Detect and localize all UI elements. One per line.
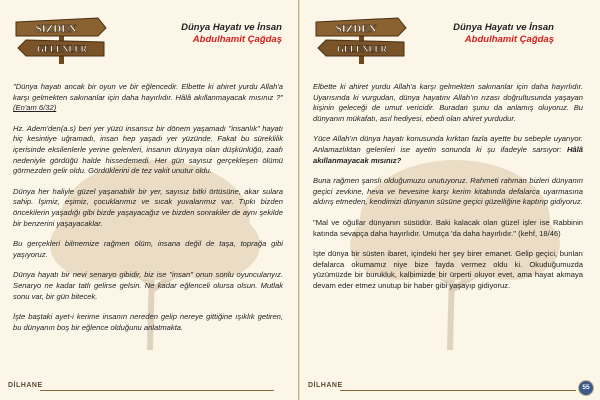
right-body <box>313 82 583 302</box>
left-body <box>13 82 283 343</box>
brand-logo: DİLHANE <box>8 382 43 389</box>
article-header <box>453 22 554 46</box>
page-footer <box>300 378 600 400</box>
paragraph: Bu gerçekleri bilmemize rağmen ölüm, insana değil de taşa, toprağa gibi yaşıyoruz. <box>13 239 283 259</box>
paragraph: İşte baştaki ayet-i kerime insanın nereden gelip nereye gittiğine ışıklık getiren, bu dünyanın boş bir eğlence olduğunu anlatmakta. <box>13 312 283 332</box>
emphasis-question: Hâlâ akıllanmayacak mısınız? <box>313 144 583 165</box>
article-author: Abdulhamit Çağdaş <box>464 34 554 45</box>
paragraph: Buna rağmen şanslı olduğumuzu unutuyoruz. Rahmeti rahman bizleri dünyanın geçici zevkine, heva ve hevesine karşı kerim kitabında defalarca uyarmasına aldırış etmeden, kendimizi dünyanın süsüne geçici güzelliğine kaptırıp gidiyoruz. <box>313 176 583 207</box>
article-title: Dünya Hayatı ve İnsan <box>453 22 554 33</box>
sizden-gelenler-logo <box>12 14 112 64</box>
right-page <box>299 0 600 400</box>
logo-top-text: SIZDEN <box>335 23 377 35</box>
paragraph: Elbette ki ahiret yurdu Allah'a karşı gelmekten sakınanlar için daha hayırlıdır. Uyarısında ki vurgudan, dünya hayatını Allah'ın rızası doğrultusunda yaşayan kişinin geleceği de umut vericidir. Buradan şunu da anlamış oluyoruz. Bu dünyanın mükafatı, asıl hediyesi, ebedi olan ahiret yurdudur. <box>313 82 583 123</box>
footer-divider <box>40 390 274 391</box>
logo-bottom-text: GELENLER <box>36 44 88 54</box>
verse-text: "Dünya hayatı ancak bir oyun ve bir eğlencedir. Elbette ki ahiret yurdu Allah'a karşı gelmekten sakınanlar için daha hayırlıdır. Hâlâ akıllanmayacak mısınız ?" <box>13 82 283 102</box>
verse-reference: (En'am 6/32) <box>13 103 57 113</box>
paragraph: Hz. Adem'den(a.s) beri yer yüzü insansız bir dönem yaşamadı "insanlık" hayatı hiç kesintiye uğramadı, insan hep yaşadı yer yüzünde. Fakat bu süreklilik içerisinde eksilenlerle yerine gelenleri, insanın dünyaya olan düşkünlüğü, zaafı nedeniyle gördüğü halde hissedemedi. Her gün sayısız gerçekleşen ölümü görmezden gelir oldu. Gördüklerini de tez vakit unutur oldu. <box>13 123 283 176</box>
paragraph <box>313 134 583 166</box>
left-page <box>0 0 299 400</box>
paragraph: Dünya her haliyle güzel yaşanabilir bir yer, sayısız bitki örtüsüne, akar sulara sahip. İşimiz, eşimiz, çocuklarımız ve sıcak yuvalarımız var. Tıpkı bizden öncekilerin yaşadığı gibi bizde yaşayacağız ve bizden sonrakiler de aynı şekilde bir benzerini yaşayacaklar. <box>13 186 283 228</box>
paragraph-text: Yüce Allah'ın dünya hayatı konusunda kırktan fazla ayette bu sebeple uyarıyor. Anlamazlıktan gelenleri ise ayetin sonunda ki şu ifadeyle sarsıyor: <box>313 134 583 154</box>
paragraph: Dünya hayatı bir nevi senaryo gibidir, biz ise "insan" onun sonlu oyunculanyız. Senaryo ne kadar tatlı gelirse gelsin. Ne kadar eğlenceli olursa olsun. Mutlak sonu var, bir gün bitecek. <box>13 270 283 301</box>
page-number-badge: 55 <box>578 380 594 396</box>
brand-logo: DİLHANE <box>308 382 343 389</box>
footer-divider <box>340 390 576 391</box>
article-header <box>181 22 282 46</box>
logo-top-text: SIZDEN <box>35 23 77 35</box>
verse-quote <box>13 82 283 114</box>
page-footer <box>0 378 298 400</box>
article-title: Dünya Hayatı ve İnsan <box>181 22 282 33</box>
paragraph: İşte dünya bir süsten ibaret, içindeki her şey birer emanet. Gelip geçici, bunları defalarca okumamız niye bize fayda vermez oldu ki. Okuduğumuzda yüzümüzde bir burukluk, kalbimizde bir ürperti oluyor evet, ama hayat akmaya devam eder etmez unutup bir haber gibi yaşayıp gidiyoruz. <box>313 249 583 290</box>
article-author: Abdulhamit Çağdaş <box>192 34 282 45</box>
logo-bottom-text: GELENLER <box>336 44 388 54</box>
sizden-gelenler-logo <box>312 14 412 64</box>
verse-quote: "Mal ve oğullar dünyanın süsüdür. Baki kalacak olan güzel işler ise Rabbinin katında sevapça daha hayırlıdır. Umutça 'da daha hayırlıdır." (kehf, 18/46) <box>313 217 583 238</box>
